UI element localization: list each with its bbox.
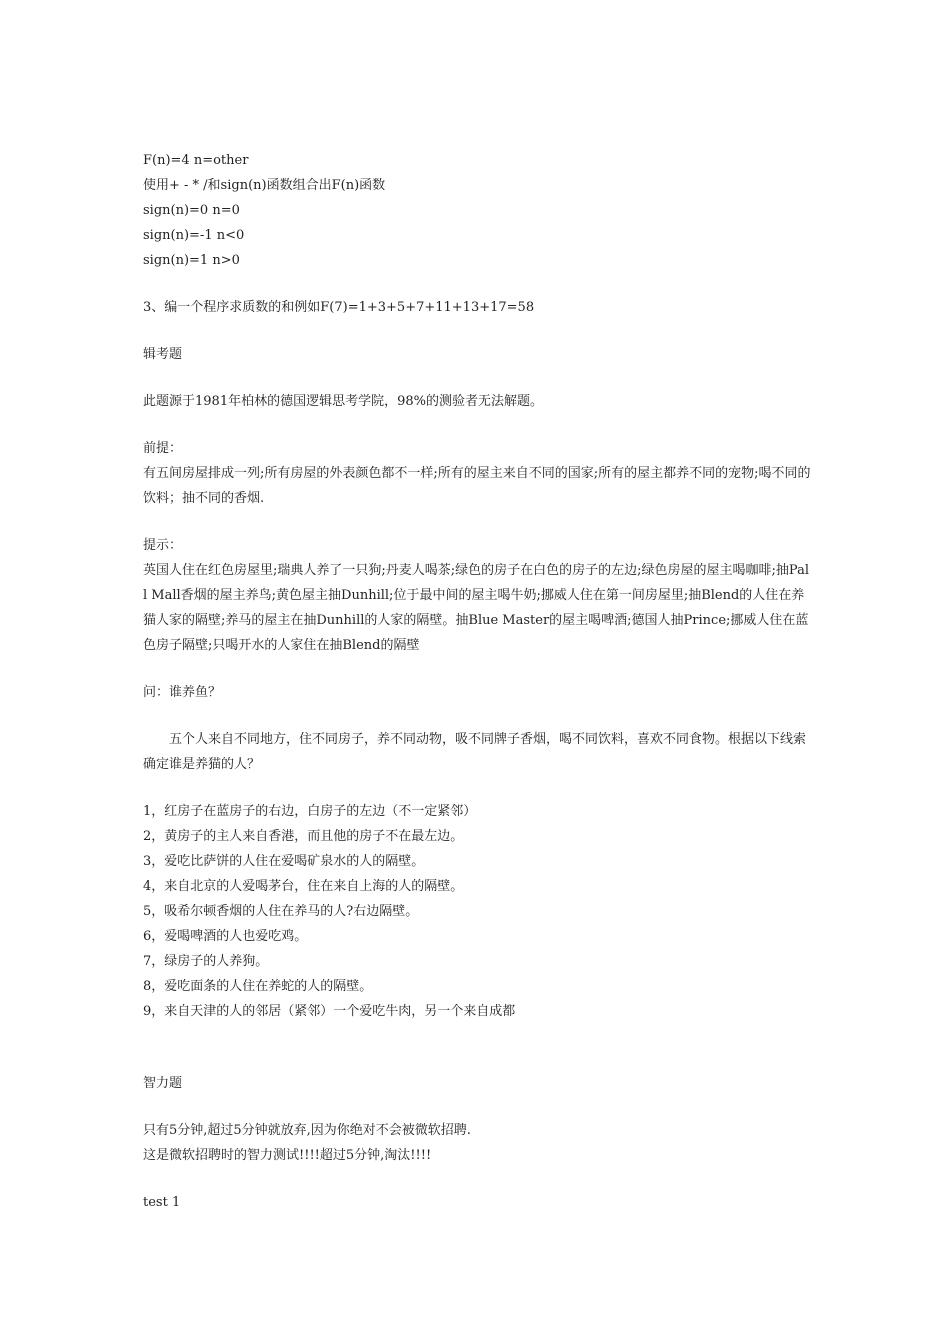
hint-label: 提示： — [143, 538, 183, 553]
spacer — [143, 705, 813, 727]
iq-line: 这是微软招聘时的智力测试!!!!超过5分钟,淘汰!!!! — [143, 1148, 432, 1163]
list-item: 2，黄房子的主人来自香港，而且他的房子不在最左边。 — [143, 829, 464, 844]
list-item: 9，来自天津的人的邻居（紧邻）一个爱吃牛肉，另一个来自成都 — [143, 1004, 516, 1019]
list-item: 7，绿房子的人养狗。 — [143, 954, 269, 969]
spacer — [143, 273, 813, 295]
formula-line: F(n)=4 n=other — [143, 153, 249, 168]
list-item: 3，爱吃比萨饼的人住在爱喝矿泉水的人的隔壁。 — [143, 854, 425, 869]
formula-line: sign(n)=0 n=0 — [143, 203, 240, 218]
spacer — [143, 658, 813, 680]
spacer — [143, 511, 813, 533]
test-label: test 1 — [143, 1195, 181, 1210]
list-item: 1，红房子在蓝房子的右边，白房子的左边（不一定紧邻） — [143, 804, 477, 819]
question-3: 3、编一个程序求质数的和例如F(7)=1+3+5+7+11+13+17=58 — [143, 300, 535, 315]
iq-heading: 智力题 — [143, 1076, 183, 1091]
spacer — [143, 1024, 813, 1071]
formula-line: sign(n)=-1 n<0 — [143, 228, 245, 243]
logic-question: 问：谁养鱼？ — [143, 685, 222, 700]
list-item: 5，吸希尔顿香烟的人住在养马的人?右边隔壁。 — [143, 904, 419, 919]
premise-text: 有五间房屋排成一列;所有房屋的外表颜色都不一样;所有的屋主来自不同的国家;所有的屋主都养不同的宠物;喝不同的饮料；抽不同的香烟. — [143, 466, 811, 506]
iq-line: 只有5分钟,超过5分钟就放弃,因为你绝对不会被微软招聘. — [143, 1123, 471, 1138]
premise-label: 前提： — [143, 441, 183, 456]
spacer — [143, 1168, 813, 1190]
logic-intro: 此题源于1981年柏林的德国逻辑思考学院，98%的测验者无法解题。 — [143, 394, 543, 409]
spacer — [143, 414, 813, 436]
clue-list — [143, 799, 813, 1024]
list-item: 8，爱吃面条的人住在养蛇的人的隔壁。 — [143, 979, 373, 994]
formula-line: sign(n)=1 n>0 — [143, 253, 240, 268]
spacer — [143, 777, 813, 799]
logic-heading: 辑考题 — [143, 347, 183, 362]
spacer — [143, 367, 813, 389]
hint-text: 英国人住在红色房屋里;瑞典人养了一只狗;丹麦人喝茶;绿色的房子在白色的房子的左边;绿色房屋的屋主喝咖啡;抽Pall Mall香烟的屋主养鸟;黄色屋主抽Dunhill;位于最中间的屋主喝牛奶;挪威人住在第一间房屋里;抽Blend的人住在养猫人家的隔壁;养马的屋主在抽Dunhill的人家的隔壁。抽Blue Master的屋主喝啤酒;德国人抽Prince;挪威人住在蓝色房子隔壁;只喝开水的人家住在抽Blend的隔壁 — [143, 563, 809, 653]
spacer — [143, 1096, 813, 1118]
document-body — [143, 148, 813, 1215]
spacer — [143, 320, 813, 342]
formula-line: 使用+ - * /和sign(n)函数组合出F(n)函数 — [143, 178, 386, 193]
list-item: 6，爱喝啤酒的人也爱吃鸡。 — [143, 929, 308, 944]
list-item: 4，来自北京的人爱喝茅台，住在来自上海的人的隔壁。 — [143, 879, 464, 894]
cat-intro: 五个人来自不同地方，住不同房子，养不同动物，吸不同牌子香烟，喝不同饮料，喜欢不同食物。根据以下线索确定谁是养猫的人？ — [143, 732, 807, 772]
